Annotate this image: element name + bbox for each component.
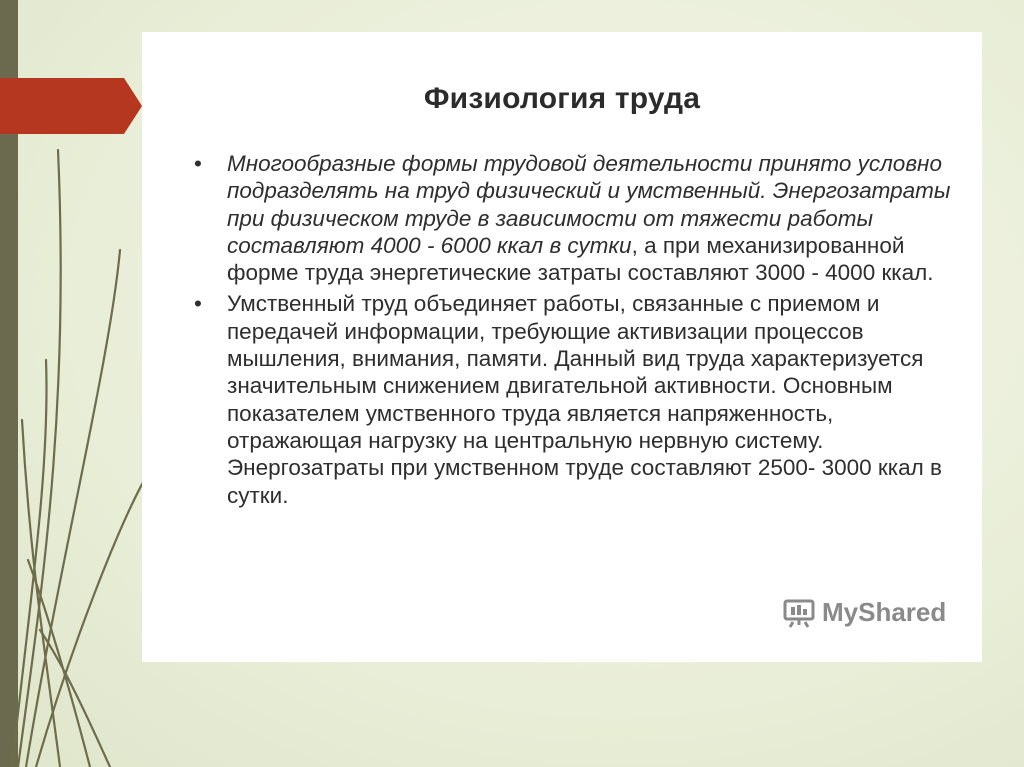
myshared-watermark xyxy=(782,594,946,630)
myshared-logo-icon xyxy=(782,596,816,628)
bullet-list xyxy=(194,150,954,509)
red-title-tab xyxy=(0,78,142,134)
slide-title: Физиология труда xyxy=(423,82,701,115)
bullet-text-regular: , а при механизированной форме труда энергетические затраты составляют 3000 - 4000 ккал. xyxy=(227,232,934,286)
bullet-item-physical-labor xyxy=(194,150,954,286)
bullet-text-italic: Многообразные формы трудовой деятельности принято условно подразделять на труд физический и умственный. Энергозатраты при физическом труде в зависимости от тяжести работы составляют 4000 - 6000 ккал в сутки xyxy=(227,151,951,258)
bullet-text-regular: Умственный труд объединяет работы, связанные с приемом и передачей информации, требующие активизации процессов мышления, внимания, памяти. Данный вид труда характеризуется значительным снижением двигательной активности. Основным показателем умственного труда является напряженность, отражающая нагрузку на центральную нервную систему. Энергозатраты при умственном труде составляют 2500- 3000 ккал в сутки. xyxy=(227,291,942,508)
watermark-text: MyShared xyxy=(822,596,947,627)
slide-card xyxy=(142,32,982,662)
bullet-item-mental-labor xyxy=(194,290,954,508)
